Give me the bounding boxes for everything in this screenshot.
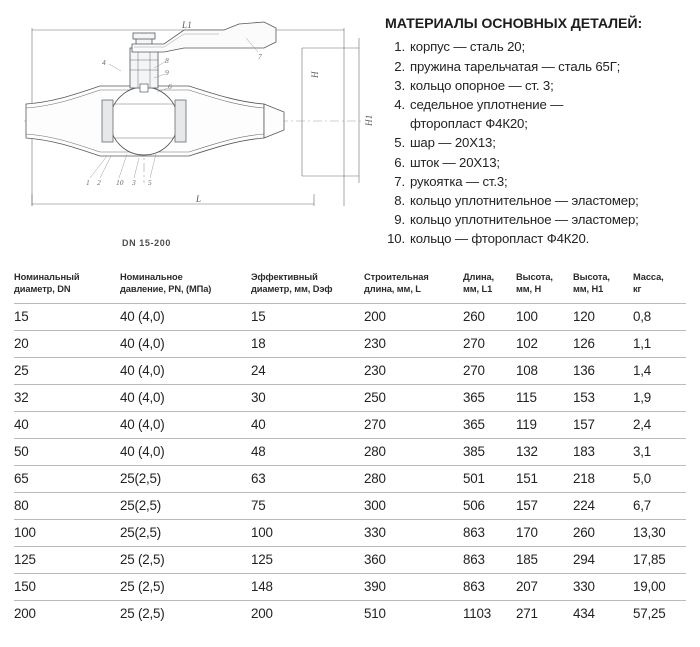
table-cell: 1,9 (633, 385, 686, 412)
table-cell: 365 (463, 412, 516, 439)
callout-4: 4 (102, 58, 106, 67)
table-cell: 25(2,5) (120, 493, 251, 520)
table-cell: 157 (516, 493, 573, 520)
material-item (385, 133, 693, 152)
table-cell: 17,85 (633, 547, 686, 574)
table-cell: 63 (251, 466, 364, 493)
callout-2: 2 (97, 178, 101, 187)
callout-3: 3 (132, 178, 136, 187)
table-cell: 48 (251, 439, 364, 466)
table-cell: 80 (14, 493, 120, 520)
material-item-label: кольцо опорное — ст. 3; (410, 77, 554, 93)
table-row (14, 331, 686, 358)
table-cell: 100 (516, 304, 573, 331)
table-cell: 218 (573, 466, 633, 493)
table-cell: 185 (516, 547, 573, 574)
table-cell: 100 (251, 520, 364, 547)
table-cell: 125 (14, 547, 120, 574)
table-row (14, 385, 686, 412)
material-item-label: пружина тарельчатая — сталь 65Г; (410, 58, 621, 74)
table-cell: 40 (4,0) (120, 385, 251, 412)
table-cell: 136 (573, 358, 633, 385)
table-cell: 170 (516, 520, 573, 547)
table-cell: 100 (14, 520, 120, 547)
table-cell: 5,0 (633, 466, 686, 493)
table-cell: 119 (516, 412, 573, 439)
table-column-header (463, 272, 516, 304)
material-item (385, 37, 693, 56)
table-cell: 15 (14, 304, 120, 331)
table-column-header (573, 272, 633, 304)
callout-9: 9 (165, 68, 169, 77)
table-row (14, 601, 686, 628)
material-item-number: 10. (387, 231, 405, 247)
table-cell: 260 (573, 520, 633, 547)
materials-title: МАТЕРИАЛЫ ОСНОВНЫХ ДЕТАЛЕЙ: (385, 16, 643, 32)
table-cell: 148 (251, 574, 364, 601)
callout-1: 1 (86, 178, 90, 187)
table-cell: 863 (463, 574, 516, 601)
callout-5: 5 (148, 178, 152, 187)
table-cell: 25 (2,5) (120, 547, 251, 574)
dimension-label-H: H (310, 71, 320, 78)
table-cell: 40 (251, 412, 364, 439)
table-header-row (14, 272, 686, 304)
table-cell: 863 (463, 520, 516, 547)
table-column-header (516, 272, 573, 304)
table-row (14, 466, 686, 493)
table-cell: 25(2,5) (120, 466, 251, 493)
table-body (14, 304, 686, 628)
table-column-header-line2: диаметр, мм, Dэф (251, 283, 333, 294)
table-cell: 230 (364, 358, 463, 385)
table-cell: 108 (516, 358, 573, 385)
table-cell: 25 (2,5) (120, 574, 251, 601)
table-cell: 40 (4,0) (120, 331, 251, 358)
table-cell: 863 (463, 547, 516, 574)
table-cell: 150 (14, 574, 120, 601)
table-column-header-line1: Строительная (364, 272, 429, 282)
table-cell: 13,30 (633, 520, 686, 547)
material-item-number: 6. (394, 154, 405, 170)
table-row (14, 412, 686, 439)
table-cell: 510 (364, 606, 386, 622)
callout-7: 7 (258, 52, 262, 61)
table-column-header-line2: мм, H (516, 283, 542, 294)
table-cell: 270 (364, 412, 463, 439)
specification-table-wrapper (14, 272, 686, 627)
material-item-number: 7. (394, 173, 405, 189)
table-cell: 151 (516, 466, 573, 493)
table-cell: 125 (251, 547, 364, 574)
table-cell: 1,4 (633, 358, 686, 385)
table-cell: 40 (4,0) (120, 304, 251, 331)
table-row (14, 358, 686, 385)
material-item-label: кольцо — фторопласт Ф4К20. (410, 231, 590, 247)
table-cell: 153 (573, 385, 633, 412)
table-cell: 250 (364, 385, 463, 412)
table-cell: 1,1 (633, 331, 686, 358)
table-cell: 434 (573, 606, 595, 622)
material-item-label: шток — 20Х13; (410, 154, 500, 170)
table-column-header-line1: Высота, (516, 272, 553, 282)
material-item-number: 8. (394, 192, 405, 208)
table-cell: 230 (364, 331, 463, 358)
material-item-number: 5. (394, 135, 405, 151)
table-column-header (14, 272, 120, 304)
table-cell: 15 (251, 304, 364, 331)
table-row (14, 493, 686, 520)
top-section (0, 0, 700, 258)
table-column-header (251, 272, 364, 304)
table-cell: 57,25 (633, 606, 666, 622)
table-cell: 65 (14, 466, 120, 493)
table-cell: 2,4 (633, 412, 686, 439)
drawing-caption: DN 15-200 (122, 238, 171, 248)
material-item (385, 153, 693, 172)
table-column-header-line2: мм, L1 (463, 283, 493, 294)
materials-list (385, 37, 693, 248)
table-column-header (120, 272, 251, 304)
table-row (14, 547, 686, 574)
table-cell: 1103 (463, 606, 491, 622)
material-item-number: 9. (394, 212, 405, 228)
table-head (14, 272, 686, 304)
table-cell: 40 (4,0) (120, 439, 251, 466)
table-cell: 40 (14, 412, 120, 439)
table-cell: 224 (573, 493, 633, 520)
table-cell: 40 (4,0) (120, 412, 251, 439)
table-cell: 280 (364, 466, 463, 493)
table-cell: 30 (251, 385, 364, 412)
ball-valve-drawing (14, 8, 374, 258)
table-cell: 132 (516, 439, 573, 466)
table-cell: 330 (573, 574, 633, 601)
materials-section (385, 16, 693, 249)
table-cell: 506 (463, 493, 516, 520)
table-cell: 260 (463, 304, 516, 331)
table-cell: 0,8 (633, 304, 686, 331)
table-cell: 24 (251, 358, 364, 385)
material-item (385, 76, 693, 95)
table-column-header-line1: Номинальный (14, 272, 80, 282)
material-item (385, 95, 693, 133)
table-column-header-line2: кг (633, 283, 642, 294)
table-cell: 270 (463, 331, 516, 358)
table-cell: 271 (516, 606, 538, 622)
table-cell: 207 (516, 574, 573, 601)
callout-10: 10 (116, 178, 124, 187)
table-cell: 360 (364, 547, 463, 574)
table-cell: 25 (14, 358, 120, 385)
table-cell: 365 (463, 385, 516, 412)
material-item-number: 2. (394, 58, 405, 74)
material-item (385, 172, 693, 191)
table-cell: 20 (14, 331, 120, 358)
table-column-header-line1: Эффективный (251, 272, 318, 282)
table-cell: 385 (463, 439, 516, 466)
valve-cross-section-svg (14, 8, 374, 258)
table-cell: 6,7 (633, 493, 686, 520)
table-row (14, 520, 686, 547)
table-cell: 200 (251, 606, 273, 622)
material-item-label: корпус — сталь 20; (410, 39, 525, 55)
table-column-header-line1: Номинальное (120, 272, 183, 282)
material-item-label: шар — 20Х13; (410, 135, 496, 151)
table-column-header-line2: давление, PN, (МПа) (120, 283, 212, 294)
table-column-header (633, 272, 686, 304)
table-cell: 390 (364, 574, 463, 601)
table-cell: 200 (14, 606, 36, 622)
table-cell: 300 (364, 493, 463, 520)
table-cell: 126 (573, 331, 633, 358)
material-item (385, 191, 693, 210)
table-column-header-line2: длина, мм, L (364, 283, 421, 294)
table-cell: 32 (14, 385, 120, 412)
table-cell: 501 (463, 466, 516, 493)
table-row (14, 574, 686, 601)
material-item-label-continued: фторопласт Ф4К20; (410, 116, 528, 132)
table-column-header-line1: Масса, (633, 272, 664, 282)
material-item-label: рукоятка — ст.3; (410, 173, 508, 189)
table-cell: 25(2,5) (120, 520, 251, 547)
table-cell: 75 (251, 493, 364, 520)
table-cell: 294 (573, 547, 633, 574)
table-cell: 18 (251, 331, 364, 358)
table-cell: 280 (364, 439, 463, 466)
callout-6: 6 (168, 82, 172, 91)
dimension-label-L: L (196, 194, 202, 204)
material-item-label: кольцо уплотнительное — эластомер; (410, 212, 639, 228)
dimension-label-H1: H1 (364, 114, 374, 126)
table-cell: 330 (364, 520, 463, 547)
table-cell: 19,00 (633, 574, 686, 601)
table-column-header-line1: Высота, (573, 272, 610, 282)
specification-table (14, 272, 686, 627)
table-cell: 183 (573, 439, 633, 466)
table-row (14, 304, 686, 331)
material-item-label: седельное уплотнение — (410, 96, 564, 112)
material-item-number: 3. (394, 77, 405, 93)
table-column-header (364, 272, 463, 304)
callout-8: 8 (165, 56, 169, 65)
material-item-number: 4. (394, 96, 405, 112)
table-cell: 270 (463, 358, 516, 385)
material-item-number: 1. (394, 39, 405, 55)
material-item (385, 210, 693, 229)
table-cell: 115 (516, 385, 573, 412)
table-cell: 157 (573, 412, 633, 439)
dimension-label-L1: L1 (182, 20, 192, 30)
material-item-label: кольцо уплотнительное — эластомер; (410, 192, 639, 208)
table-cell: 40 (4,0) (120, 358, 251, 385)
table-cell: 200 (364, 304, 463, 331)
table-column-header-line1: Длина, (463, 272, 495, 282)
table-cell: 50 (14, 439, 120, 466)
table-column-header-line2: диаметр, DN (14, 283, 71, 294)
material-item (385, 57, 693, 76)
table-column-header-line2: мм, H1 (573, 283, 604, 294)
table-cell: 25 (2,5) (120, 606, 165, 622)
table-cell: 120 (573, 304, 633, 331)
table-row (14, 439, 686, 466)
table-cell: 3,1 (633, 439, 686, 466)
material-item (385, 229, 693, 248)
table-cell: 102 (516, 331, 573, 358)
